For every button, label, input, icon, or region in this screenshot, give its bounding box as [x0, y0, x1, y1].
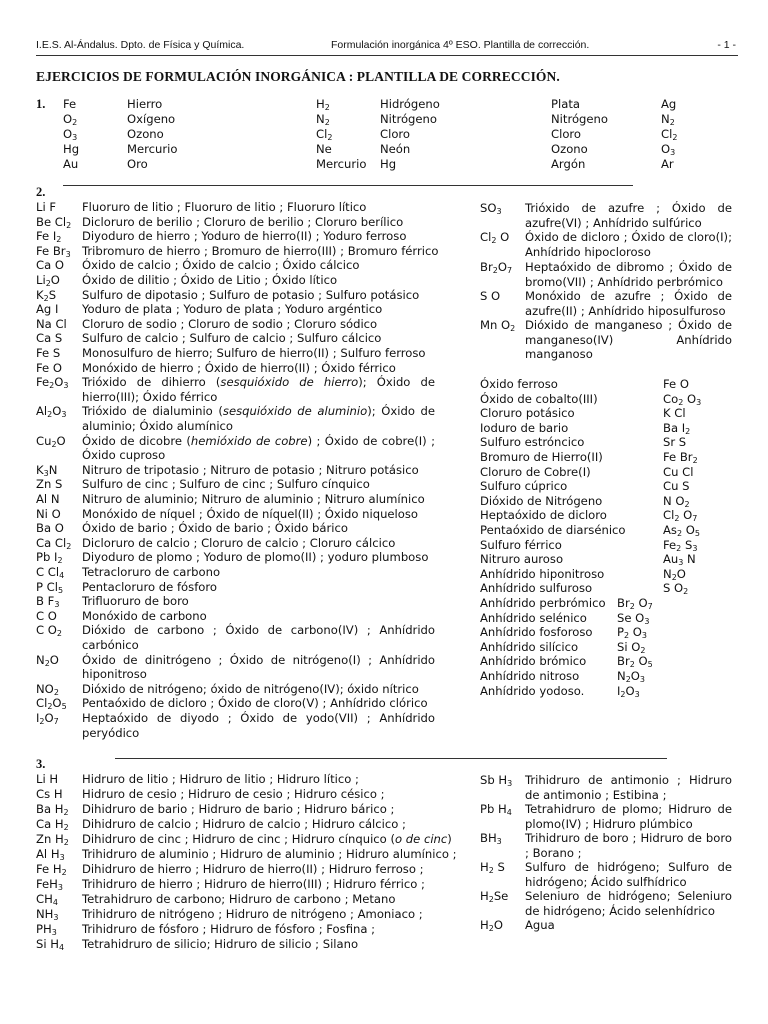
- formula: $N_2O_3$: [617, 669, 646, 684]
- compound-name: Pentaóxido de dicloro ; Óxido de cloro(V) ; Anhídrido clórico: [82, 696, 428, 711]
- formula: K Cl: [663, 406, 686, 421]
- formula: N $O_2$: [663, 493, 690, 509]
- formula: Ag I: [36, 302, 59, 317]
- formula: $As_2$ $O_5$: [663, 523, 700, 538]
- compound-name: Dióxido de carbono ; Óxido de carbono(IV) ; Anhídrido carbónico: [82, 623, 435, 652]
- compound-name: Tetrahidruro de carbono; Hidruro de carbono ; Metano: [82, 892, 396, 906]
- compound-name: Hierro: [127, 97, 163, 111]
- formula: $Cl_2$: [316, 127, 333, 142]
- section-3-number: 3.: [36, 757, 46, 771]
- compound-name: Sulfuro de dipotasio ; Sulfuro de potasio ; Sulfuro potásico: [82, 287, 420, 302]
- compound-name: Anhídrido perbrómico: [480, 596, 606, 610]
- formula: $Cl_2O_5$: [36, 696, 67, 712]
- compound-name: Ozono: [127, 127, 164, 141]
- compound-name: Pentacloruro de fósforo: [82, 579, 217, 594]
- formula: Na Cl: [36, 316, 67, 331]
- formula: $H_2O$: [480, 918, 503, 933]
- formula: S $O_2$: [663, 581, 689, 597]
- compound-name: Monóxido de hierro ; Óxido de hierro(II) ; Óxido férrico: [82, 360, 396, 375]
- formula: C O: [36, 608, 57, 623]
- formula: $SO_3$: [480, 201, 502, 216]
- formula: $H_2Se$: [480, 889, 509, 904]
- formula: $Cu_2O$: [36, 433, 66, 449]
- compound-name: Óxido de bario ; Óxido de bario ; Óxido bárico: [82, 521, 348, 536]
- compound-name: Anhídrido yodoso.: [480, 683, 585, 698]
- formula: Ba $I_2$: [663, 420, 691, 436]
- formula: Sr S: [663, 435, 687, 450]
- formula: $Li_2O$: [36, 273, 60, 288]
- formula: $N_2$: [661, 112, 675, 127]
- compound-name: Tetrahidruro de silicio; Hidruro de silicio ; Silano: [82, 937, 359, 951]
- compound-name: Trifluoruro de boro: [82, 594, 189, 609]
- formula: $N_2O$: [36, 652, 59, 668]
- compound-name: Óxido de dilitio ; Óxido de Litio ; Óxido lítico: [82, 273, 338, 287]
- compound-name: Sulfuro de calcio ; Sulfuro de calcio ; Sulfuro cálcico: [82, 331, 382, 346]
- compound-name: Dihidruro de hierro ; Hidruro de hierro(II) ; Hidruro ferroso ;: [82, 862, 424, 876]
- formula: Zn $H_2$: [36, 832, 69, 847]
- compound-name: Monóxido de carbono: [82, 608, 207, 623]
- formula: $BH_3$: [480, 831, 502, 846]
- formula: $H_2$ S: [480, 860, 505, 875]
- compound-name: Heptaóxido de dibromo ; Óxido de bromo(VII) ; Anhídrido perbrómico: [525, 260, 732, 289]
- compound-name: Anhídrido sulfuroso: [480, 581, 593, 596]
- compound-name: Cloruro de Cobre(I): [480, 464, 591, 479]
- compound-name: Óxido de dicobre (hemióxido de cobre) ; Óxido de cobre(I) ; Óxido cuproso: [82, 433, 435, 463]
- formula: S O: [480, 289, 501, 303]
- formula: Au: [63, 157, 79, 171]
- formula: Al N: [36, 492, 60, 506]
- formula: Ca O: [36, 258, 65, 273]
- compound-name: Trihidruro de fósforo ; Hidruro de fósforo ; Fosfina ;: [82, 922, 376, 936]
- compound-name: Trióxido de dialuminio (sesquióxido de aluminio); Óxido de aluminio; Óxido alumínico: [82, 404, 436, 433]
- formula: $Al_2O_3$: [36, 404, 67, 420]
- formula: Fe O: [36, 360, 62, 375]
- formula: Fe O: [663, 377, 689, 391]
- compound-name: Óxido de dinitrógeno ; Óxido de nitrógeno(I) ; Anhídrido hiponitroso: [82, 652, 435, 682]
- compound-name: Sulfuro de hidrógeno; Sulfuro de hidrógeno; Ácido sulfhídrico: [525, 860, 732, 889]
- formula: $Br_2$ $O_7$: [617, 596, 653, 611]
- compound-name: Nitruro auroso: [480, 552, 564, 567]
- compound-name: Tetrahidruro de plomo; Hidruro de plomo(IV) ; Hidruro plúmbico: [525, 802, 732, 831]
- compound-name: Agua: [525, 918, 555, 932]
- compound-name: Dióxido de manganeso ; Óxido de manganeso(IV) Anhídrido manganoso: [525, 318, 732, 362]
- formula: $Br_2O_7$: [480, 260, 513, 275]
- compound-name: Anhídrido nitroso: [480, 669, 580, 683]
- compound-name: Trihidruro de antimonio ; Hidruro de antimonio ; Estibina ;: [525, 773, 732, 802]
- header-page-number: - 1 -: [717, 39, 736, 51]
- compound-name: Diyoduro de hierro ; Yoduro de hierro(II) ; Yoduro ferroso: [82, 229, 407, 244]
- header-school: I.E.S. Al-Ándalus. Dpto. de Física y Química.: [36, 39, 245, 51]
- compound-name: Cloro: [551, 127, 582, 141]
- formula: $Fe_2$ $S_3$: [663, 537, 698, 553]
- compound-name: Anhídrido hiponitroso: [480, 566, 605, 581]
- formula: Si $O_2$: [617, 639, 646, 655]
- formula: Ar: [661, 157, 674, 171]
- formula: $N_2O$: [663, 566, 686, 582]
- formula: Fe S: [36, 346, 61, 360]
- compound-name: Trihidruro de hierro ; Hidruro de hierro(III) ; Hidruro férrico ;: [82, 877, 425, 891]
- compound-name: Hg: [380, 157, 397, 171]
- compound-name: Óxido de calcio ; Óxido de calcio ; Óxido cálcico: [82, 258, 360, 273]
- formula: Ba O: [36, 521, 64, 536]
- formula: C $Cl_4$: [36, 565, 65, 580]
- formula: $K_3N$: [36, 462, 58, 478]
- compound-name: Mercurio: [127, 142, 178, 156]
- compound-name: Cloruro de sodio ; Cloruro de sodio ; Cloruro sódico: [82, 316, 378, 331]
- compound-name: Nitrógeno: [551, 112, 608, 126]
- section-2-number: 2.: [36, 185, 46, 199]
- formula: Si $H_4$: [36, 937, 65, 952]
- compound-name: Tribromuro de hierro ; Bromuro de hierro(III) ; Bromuro férrico: [82, 243, 439, 258]
- compound-name: Anhídrido brómico: [480, 654, 587, 669]
- compound-name: Sulfuro de cinc ; Sulfuro de cinc ; Sulfuro cínquico: [82, 477, 370, 492]
- formula: FeH$_3$: [36, 877, 63, 892]
- compound-name: Óxido de cobalto(III): [480, 391, 598, 406]
- formula: Sb $H_3$: [480, 773, 513, 788]
- compound-name: Oro: [127, 157, 148, 171]
- compound-name: Dihidruro de calcio ; Hidruro de calcio ; Hidruro cálcico ;: [82, 817, 406, 831]
- compound-name: Dióxido de nitrógeno; óxido de nitrógeno(IV); óxido nítrico: [82, 681, 419, 696]
- compound-name: Hidruro de litio ; Hidruro de litio ; Hidruro lítico ;: [82, 772, 359, 786]
- compound-name: Fluoruro de litio ; Fluoruro de litio ; Fluoruro lítico: [82, 200, 367, 214]
- formula: Ne: [316, 142, 332, 156]
- section-2-divider: [63, 185, 633, 186]
- compound-name: Seleniuro de hidrógeno; Seleniuro de hidrógeno; Ácido selenhídrico: [525, 889, 732, 918]
- compound-name: Neón: [380, 142, 411, 156]
- formula: $Cl_2$: [661, 127, 678, 142]
- compound-name: Tetracloruro de carbono: [82, 565, 221, 579]
- compound-name: Monosulfuro de hierro; Sulfuro de hierro(II) ; Sulfuro ferroso: [82, 346, 426, 360]
- compound-name: Hidruro de cesio ; Hidruro de cesio ; Hidruro césico ;: [82, 787, 385, 801]
- formula: $PH_3$: [36, 922, 57, 937]
- formula: Hg: [63, 142, 80, 156]
- formula: Ag: [661, 97, 677, 111]
- formula: $CH_4$: [36, 892, 58, 907]
- formula: $Au_3$ N: [663, 552, 696, 568]
- formula: $O_3$: [661, 142, 676, 157]
- header-subject: Formulación inorgánica 4º ESO. Plantilla de corrección.: [331, 39, 590, 51]
- formula: Mn $O_2$: [480, 318, 516, 333]
- compound-name: Trihidruro de nitrógeno ; Hidruro de nitrógeno ; Amoniaco ;: [82, 907, 423, 921]
- compound-name: Oxígeno: [127, 112, 176, 126]
- formula: $NH_3$: [36, 907, 59, 922]
- formula: Ca $Cl_2$: [36, 535, 72, 551]
- compound-name: Monóxido de níquel ; Óxido de níquel(II) ; Óxido niqueloso: [82, 506, 419, 521]
- compound-name: Plata: [551, 97, 580, 111]
- compound-name: Yoduro de plata ; Yoduro de plata ; Yoduro argéntico: [82, 302, 383, 317]
- compound-name: Ioduro de bario: [480, 420, 569, 435]
- formula: Cu S: [663, 479, 690, 494]
- compound-name: Dihidruro de bario ; Hidruro de bario ; Hidruro bárico ;: [82, 802, 395, 816]
- compound-name: Cloruro potásico: [480, 406, 575, 421]
- compound-name: Argón: [551, 157, 586, 171]
- formula: Ca $H_2$: [36, 817, 69, 832]
- compound-name: Pentaóxido de diarsénico: [480, 523, 626, 537]
- compound-name: Monóxido de azufre ; Óxido de azufre(II) ; Anhídrido hiposulfuroso: [525, 289, 732, 318]
- compound-name: Óxido ferroso: [480, 377, 558, 391]
- formula: Ba $H_2$: [36, 802, 69, 817]
- compound-name: Óxido de dicloro ; Óxido de cloro(I); Anhídrido hipocloroso: [525, 230, 732, 259]
- formula: Cs H: [36, 787, 63, 801]
- formula: Pb $H_4$: [480, 802, 512, 817]
- compound-name: Nitrógeno: [380, 112, 437, 126]
- formula: $Fe_2O_3$: [36, 375, 69, 391]
- compound-name: Dióxido de Nitrógeno: [480, 493, 603, 508]
- formula: Be $Cl_2$: [36, 214, 72, 230]
- formula: Li H: [36, 772, 59, 786]
- section-1-number: 1.: [36, 97, 46, 111]
- formula: P $Cl_5$: [36, 579, 64, 595]
- compound-name: Hidrógeno: [380, 97, 440, 111]
- formula: Al $H_3$: [36, 847, 65, 862]
- formula: Ni O: [36, 506, 61, 521]
- formula: Cu Cl: [663, 464, 694, 479]
- formula: Ca S: [36, 331, 63, 346]
- compound-name: Anhídrido silícico: [480, 639, 579, 654]
- compound-name: Anhídrido fosforoso: [480, 625, 593, 640]
- compound-name: Sulfuro cúprico: [480, 479, 568, 494]
- formula: Fe $Br_2$: [663, 450, 698, 465]
- formula: $Co_2$ $O_3$: [663, 391, 702, 407]
- formula: Fe $I_2$: [36, 229, 62, 245]
- formula: Fe: [63, 97, 77, 111]
- compound-name: Trihidruro de boro ; Hidruro de boro ; Borano ;: [525, 831, 732, 860]
- formula: Fe $H_2$: [36, 862, 67, 877]
- compound-name: Bromuro de Hierro(II): [480, 450, 603, 464]
- formula: Li F: [36, 200, 57, 214]
- compound-name: Dicloruro de calcio ; Cloruro de calcio ; Cloruro cálcico: [82, 535, 396, 550]
- formula: $Cl_2$ O: [480, 230, 510, 245]
- compound-name: Heptaóxido de diyodo ; Óxido de yodo(VII) ; Anhídrido peryódico: [82, 711, 435, 740]
- formula: $N_2$: [316, 112, 330, 127]
- formula: $O_2$: [63, 112, 78, 127]
- compound-name: Nitruro de tripotasio ; Nitruro de potasio ; Nitruro potásico: [82, 462, 419, 477]
- compound-name: Diyoduro de plomo ; Yoduro de plomo(II) ; yoduro plumboso: [82, 550, 429, 565]
- formula: B $F_3$: [36, 594, 60, 610]
- formula: $Br_2$ $O_5$: [617, 654, 653, 670]
- formula: $K_2S$: [36, 287, 57, 303]
- formula: $Cl_2$ $O_7$: [663, 508, 698, 524]
- formula: Se $O_3$: [617, 610, 650, 626]
- compound-name: Sulfuro férrico: [480, 537, 562, 552]
- compound-name: Nitruro de aluminio; Nitruro de aluminio ; Nitruro alumínico: [82, 492, 425, 506]
- compound-name: Sulfuro estróncico: [480, 435, 585, 450]
- compound-name: Dicloruro de berilio ; Cloruro de berilio ; Cloruro berílico: [82, 214, 404, 229]
- formula: Mercurio: [316, 157, 367, 171]
- compound-name: Trihidruro de aluminio ; Hidruro de aluminio ; Hidruro alumínico ;: [82, 847, 457, 861]
- compound-name: Dihidruro de cinc ; Hidruro de cinc ; Hidruro cínquico (o de cinc): [82, 832, 452, 846]
- formula: $P_2$ $O_3$: [617, 625, 647, 641]
- formula: $NO_2$: [36, 681, 59, 697]
- compound-name: Heptaóxido de dicloro: [480, 508, 607, 523]
- compound-name: Ozono: [551, 142, 588, 156]
- page-title: EJERCICIOS DE FORMULACIÓN INORGÁNICA : PLANTILLA DE CORRECCIÓN.: [36, 69, 560, 84]
- compound-name: Cloro: [380, 127, 411, 141]
- formula: Pb $I_2$: [36, 550, 63, 566]
- section-3-divider: [115, 758, 667, 759]
- compound-name: Trióxido de azufre ; Óxido de azufre(VI) ; Anhídrido sulfúrico: [525, 201, 732, 230]
- formula: $I_2O_3$: [617, 683, 640, 699]
- compound-name: Anhídrido selénico: [480, 610, 587, 625]
- formula: Zn S: [36, 477, 63, 492]
- compound-name: Trióxido de dihierro (sesquióxido de hierro); Óxido de hierro(III); Óxido férrico: [82, 375, 435, 404]
- formula: $I_2O_7$: [36, 711, 59, 726]
- formula: C $O_2$: [36, 623, 62, 639]
- formula: Fe $Br_3$: [36, 243, 71, 259]
- header-divider: [36, 55, 738, 56]
- formula: $H_2$: [316, 97, 330, 112]
- page-header: [36, 39, 738, 53]
- formula: $O_3$: [63, 127, 78, 142]
